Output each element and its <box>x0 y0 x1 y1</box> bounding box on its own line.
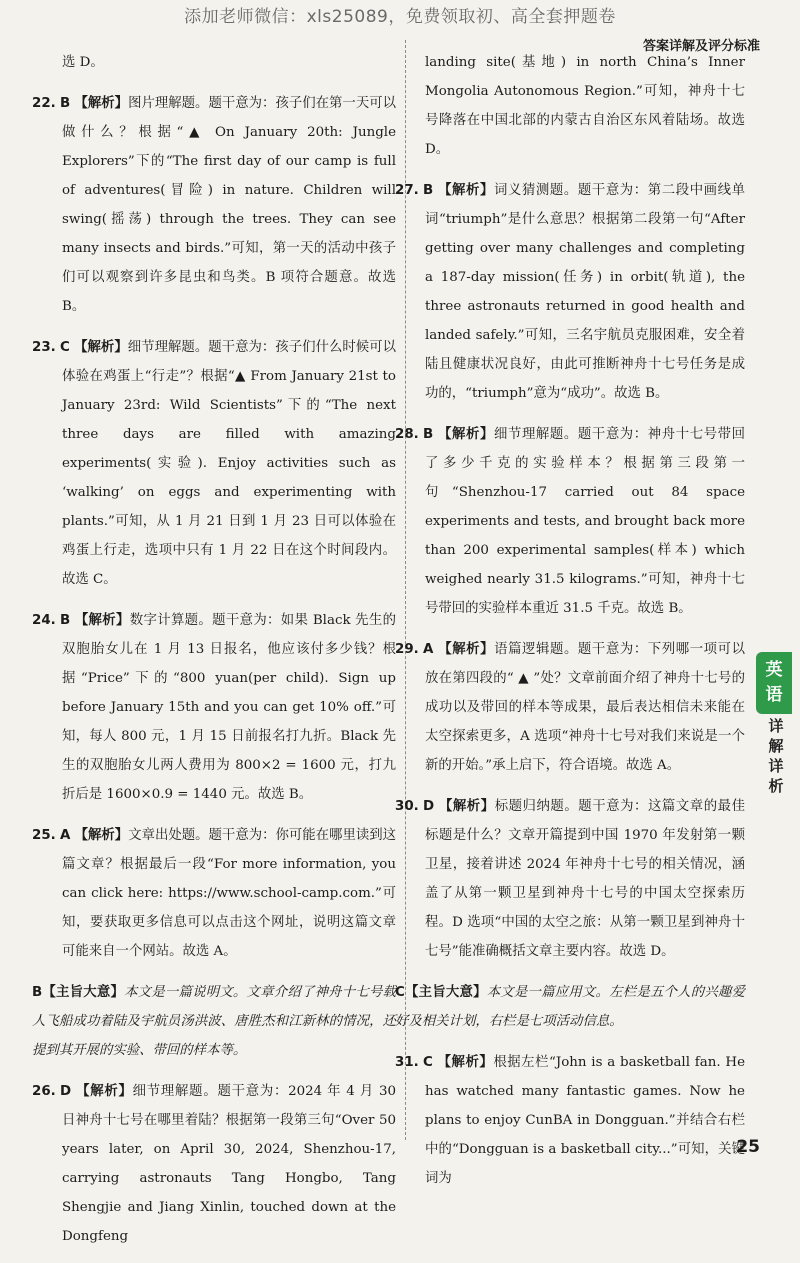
question-number: 30. <box>395 799 419 814</box>
analysis-tag: 【解析】 <box>74 613 130 628</box>
analysis-tag: 【解析】 <box>76 1084 133 1099</box>
summary-text: 本文是一篇说明文。文章介绍了神舟十七号载人飞船成功着陆及宇航员汤洪波、唐胜杰和江新林的情况，还提到其开展的实验、带回的样本等。 <box>32 985 396 1058</box>
continuation-text: landing site(基地) in north China’s Inner Mongolia Autonomous Region.”可知，神舟十七号降落在中国北部的内蒙古自治区东风着陆场。故选 D。 <box>425 55 745 157</box>
answer-26-continued <box>425 48 745 164</box>
analysis-text: 文章出处题。题干意为：你可能在哪里读到这篇文章？根据最后一段“For more information, you can click here: https://www.school-camp.com.”可知，要获取更多信息可以点击这个网址，说明这篇文章可能来自一个网站。故选 A。 <box>62 828 397 959</box>
analysis-tag: 【解析】 <box>438 642 495 657</box>
analysis-text: 数字计算题。题干意为：如果 Black 先生的双胞胎女儿在 1 月 13 日报名，他应该付多少钱？根据“Price”下的“800 yuan(per child). Sign up before January 15th and you can get 10% off.”可知，每人 800 元，1 月 15 日前报名打九折。Black 先生的双胞胎女儿两人费用为 800×2 = 1600 元，打九折后是 1600×0.9 = 1440 元。故选 B。 <box>62 613 397 802</box>
summary-tag: B【主旨大意】 <box>32 985 125 1000</box>
question-number: 23. <box>32 340 56 355</box>
subject-tab-line1: 英 <box>765 660 783 680</box>
answer-22 <box>32 89 397 321</box>
question-number: 25. <box>32 828 56 843</box>
analysis-text: 细节理解题。题干意为：孩子们什么时候可以体验在鸡蛋上“行走”？根据“▲ From January 21st to January 23rd: Wild Scientists”下的“The next three days are filled with amazing experiments(实验). Enjoy activities such as ‘walking’ on eggs and experimenting with plants.”可知，从 1 月 21 日到 1 月 23 日可以体验在鸡蛋上行走，选项中只有 1 月 22 日在这个时间段内。故选 C。 <box>62 340 396 587</box>
running-head: 答案详解及评分标准 <box>642 39 760 54</box>
answer-letter: C <box>423 1055 433 1070</box>
answer-31 <box>395 1048 745 1193</box>
analysis-tag: 【解析】 <box>74 340 128 355</box>
analysis-text: 根据左栏“John is a basketball fan. He has watched many fantastic games. Now he plans to enjoy CunBA in Dongguan.”并结合右栏中的“Dongguan is a basketball city...”可知，关键词为 <box>425 1055 745 1186</box>
answer-27 <box>395 176 746 408</box>
summary-text: 本文是一篇应用文。左栏是五个人的兴趣爱好及相关计划，右栏是七项活动信息。 <box>395 985 746 1029</box>
left-column <box>32 48 397 1263</box>
analysis-tag: 【解析】 <box>74 828 129 843</box>
column-divider <box>405 40 406 1140</box>
page-number: 25 <box>736 1137 760 1157</box>
answer-letter: A <box>60 828 71 843</box>
analysis-tag: 【解析】 <box>437 1055 494 1070</box>
paragraph-continuation <box>62 48 396 77</box>
continuation-text: 选 D。 <box>62 55 104 70</box>
answer-30 <box>395 792 746 966</box>
subject-tab-line2: 语 <box>765 685 783 705</box>
question-number: 27. <box>395 183 419 198</box>
question-number: 31. <box>395 1055 419 1070</box>
answer-letter: D <box>60 1084 72 1099</box>
answer-letter: A <box>423 642 434 657</box>
question-number: 26. <box>32 1084 56 1099</box>
watermark-text: 添加老师微信：xls25089，免费领取初、高全套押题卷 <box>184 7 616 27</box>
summary-c <box>395 978 745 1036</box>
summary-b <box>32 978 396 1065</box>
summary-tag: C【主旨大意】 <box>395 985 487 1000</box>
analysis-tag: 【解析】 <box>438 183 494 198</box>
analysis-text: 细节理解题。题干意为：神舟十七号带回了多少千克的实验样本？根据第三段第一句“Shenzhou-17 carried out 84 space experiments and tests, and brought back more than 200 experimental samples(样本) which weighed nearly 31.5 kilograms.”可知，神舟十七号带回的实验样本重近 31.5 千克。故选 B。 <box>425 427 746 616</box>
answer-letter: B <box>423 427 434 442</box>
analysis-text: 语篇逻辑题。题干意为：下列哪一项可以放在第四段的“ ▲ ”处？文章前面介绍了神舟十七号的成功以及带回的样本等成果，最后表达相信未来能在太空探索更多，A 选项“神舟十七号对我们来说是一个新的开始。”承上启下，符合语境。故选 A。 <box>425 642 746 773</box>
answer-letter: B <box>423 183 434 198</box>
answer-letter: B <box>60 96 71 111</box>
question-number: 29. <box>395 642 419 657</box>
question-number: 22. <box>32 96 56 111</box>
answer-29 <box>395 635 746 780</box>
answer-25 <box>32 821 397 966</box>
question-number: 28. <box>395 427 419 442</box>
answer-letter: D <box>423 799 435 814</box>
analysis-tag: 【解析】 <box>74 96 129 111</box>
analysis-text: 图片理解题。题干意为：孩子们在第一天可以做什么？根据“▲ On January 20th: Jungle Explorers”下的“The first day of our camp is full of adventures(冒险) in nature. Children will swing(摇荡) through the trees. They can see many insects and birds.”可知，第一天的活动中孩子们可以观察到许多昆虫和鸟类。B 项符合题意。故选 B。 <box>62 96 397 314</box>
question-number: 24. <box>32 613 56 628</box>
answer-24 <box>32 606 397 809</box>
analysis-text: 细节理解题。题干意为：2024 年 4 月 30 日神舟十七号在哪里着陆？根据第一段第三句“Over 50 years later, on April 30, 2024, Shenzhou-17, carrying astronauts Tang Hongbo, Tang Shengjie and Jiang Xinlin, touched down at the Dongfeng <box>62 1084 396 1244</box>
section-label: 详解详析 <box>768 717 784 795</box>
answer-26 <box>32 1077 396 1251</box>
analysis-tag: 【解析】 <box>438 799 495 814</box>
right-column <box>395 48 746 1205</box>
answer-23 <box>32 333 396 594</box>
subject-tab <box>756 652 792 714</box>
analysis-text: 词义猜测题。题干意为：第二段中画线单词“triumph”是什么意思？根据第二段第一句“After getting over many challenges and completing a 187-day mission(任务) in orbit(轨道), the three astronauts returned in good health and landed safely.”可知，三名宇航员克服困难，安全着陆且健康状况良好，由此可推断神舟十七号任务是成功的，“triumph”意为“成功”。故选 B。 <box>425 183 746 401</box>
analysis-tag: 【解析】 <box>438 427 494 442</box>
analysis-text: 标题归纳题。题干意为：这篇文章的最佳标题是什么？文章开篇提到中国 1970 年发射第一颗卫星，接着讲述 2024 年神舟十七号的相关情况，涵盖了从第一颗卫星到神舟十七号的中国太空探索历程。D 选项“中国的太空之旅：从第一颗卫星到神舟十七号”能准确概括文章主要内容。故选 D。 <box>425 799 746 959</box>
answer-letter: C <box>60 340 70 355</box>
answer-28 <box>395 420 746 623</box>
answer-letter: B <box>60 613 71 628</box>
